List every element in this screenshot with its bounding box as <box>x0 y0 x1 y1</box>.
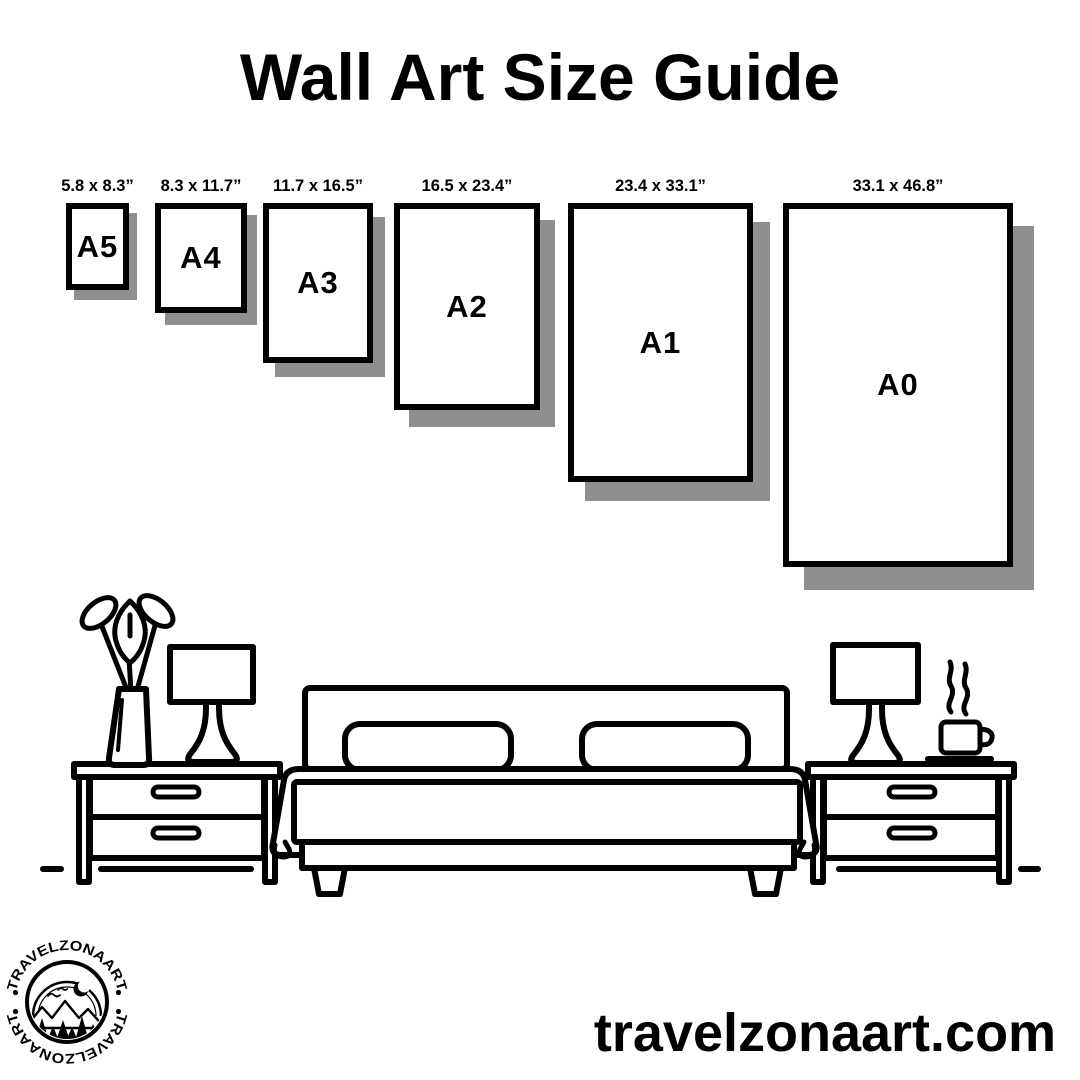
steam <box>964 664 968 714</box>
logo-separator-dot <box>13 990 18 995</box>
drawer-handle <box>889 787 935 797</box>
size-code-label: A3 <box>297 265 339 300</box>
nightstand-top <box>808 764 1014 777</box>
lamp-shade <box>170 647 253 702</box>
table-lamp-right <box>833 645 918 763</box>
cup-body <box>941 722 980 753</box>
logo-arc-text-bottom: TRAVELZONAART <box>3 1011 131 1068</box>
brand-logo <box>0 932 137 1072</box>
page-title: Wall Art Size Guide <box>239 40 841 114</box>
lamp-base <box>188 699 237 762</box>
size-code-label: A1 <box>639 324 682 360</box>
size-code-label: A2 <box>446 288 488 324</box>
pillow-left <box>345 724 511 770</box>
coffee-cup <box>928 662 992 759</box>
size-dimensions-label: 16.5 x 23.4” <box>421 177 513 195</box>
website-url: travelzonaart.com <box>593 1003 1057 1063</box>
logo-separator-dot <box>13 1009 18 1014</box>
bed-leg <box>314 868 345 894</box>
size-code-label: A0 <box>877 367 919 402</box>
size-dimensions-label: 11.7 x 16.5” <box>273 177 363 195</box>
logo-separator-dot <box>116 1009 121 1014</box>
drawer-handle <box>153 828 199 838</box>
lamp-base <box>851 700 900 763</box>
lamp-shade <box>833 645 918 702</box>
nightstand-right <box>808 764 1014 882</box>
size-code-label: A4 <box>180 240 222 275</box>
plant-in-vase <box>77 590 179 765</box>
bed-leg <box>750 868 781 894</box>
drawer-handle <box>153 787 199 797</box>
table-lamp-left <box>170 647 253 762</box>
steam <box>949 662 953 712</box>
size-dimensions-label: 33.1 x 46.8” <box>852 177 944 195</box>
bed-base <box>302 842 794 868</box>
size-code-label: A5 <box>76 228 119 264</box>
pillow-right <box>582 724 748 770</box>
nightstand-left <box>74 764 280 882</box>
mattress <box>294 782 800 842</box>
nightstand-top <box>74 764 280 777</box>
bed <box>272 688 816 894</box>
logo-separator-dot <box>116 990 121 995</box>
vase <box>109 689 149 765</box>
drawer-handle <box>889 828 935 838</box>
size-dimensions-label: 23.4 x 33.1” <box>615 177 706 195</box>
size-dimensions-label: 8.3 x 11.7” <box>160 177 242 195</box>
size-dimensions-label: 5.8 x 8.3” <box>61 177 134 195</box>
logo-arc-text-top: TRAVELZONAART <box>3 936 131 993</box>
